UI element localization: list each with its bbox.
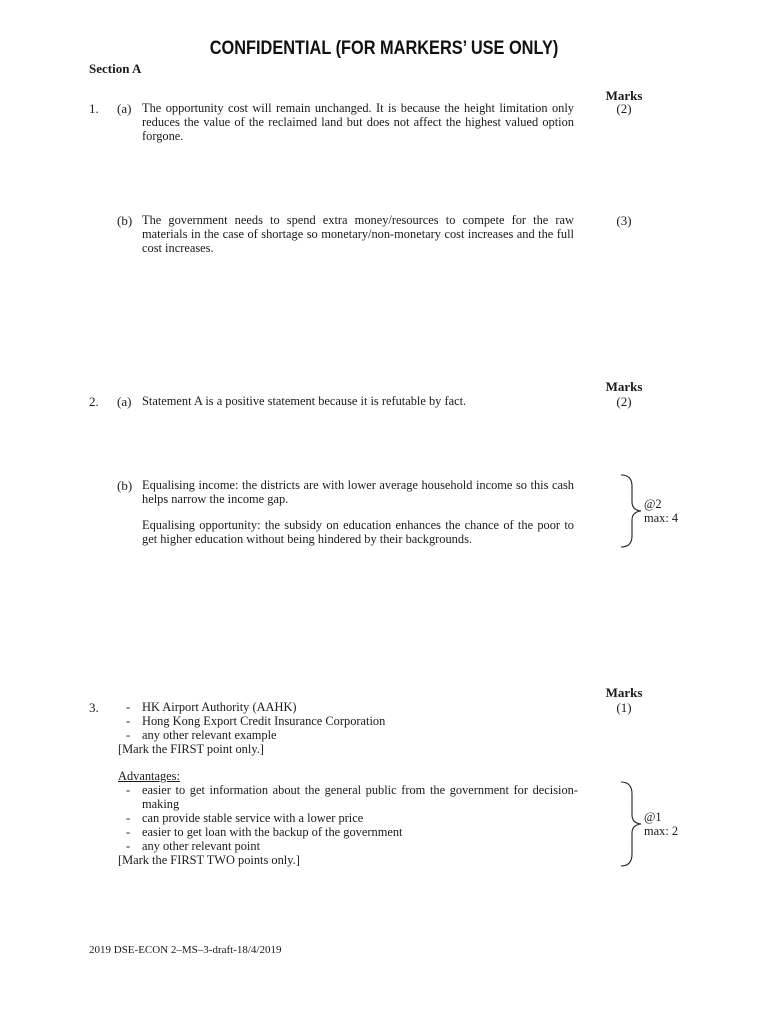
question-3-mark-note-first: [Mark the FIRST point only.] [118,742,264,756]
question-1a-marks: (2) [616,101,632,116]
list-item: - Hong Kong Export Credit Insurance Corporation [126,714,386,728]
question-1a-label: (a) [117,101,132,116]
marks-heading: Marks [605,685,643,700]
question-1-number: 1. [89,101,99,116]
question-2-number: 2. [89,394,99,409]
question-2a-marks: (2) [616,394,632,409]
question-3-mark-each: @1 [644,810,662,824]
question-1b-marks: (3) [616,213,632,228]
right-brace-icon [618,781,644,867]
question-1b-label: (b) [117,213,133,228]
question-1a-answer: The opportunity cost will remain unchanged. It is because the height limitation only reduces the value of the reclaimed land but does not affect the highest valued option forgone. [142,101,574,143]
list-item: - any other relevant point [126,839,261,853]
list-item: - any other relevant example [126,728,277,742]
section-heading: Section A [89,61,142,76]
question-3-marks: (1) [616,700,632,715]
marks-heading: Marks [605,88,643,103]
advantages-heading: Advantages: [118,769,180,783]
question-2a-label: (a) [117,394,132,409]
question-2b-answer-opportunity: Equalising opportunity: the subsidy on education enhances the chance of the poor to get higher education without being hindered by their backgrounds. [142,518,574,546]
list-item: - HK Airport Authority (AAHK) [126,700,297,714]
question-3-number: 3. [89,700,99,715]
question-2a-answer: Statement A is a positive statement because it is refutable by fact. [142,394,467,408]
list-item: - easier to get information about the general public from the government for decision-making [126,783,578,811]
question-2b-answer-income: Equalising income: the districts are with lower average household income so this cash helps narrow the income gap. [142,478,574,506]
document-footer: 2019 DSE-ECON 2–MS–3-draft-18/4/2019 [89,944,282,956]
question-1b-answer: The government needs to spend extra money/resources to compete for the raw materials in the case of shortage so monetary/non-monetary cost increases and the full cost increases. [142,213,574,255]
question-2b-mark-max: max: 4 [644,511,679,525]
question-2b-mark-each: @2 [644,497,662,511]
advantages-list [118,783,578,853]
list-item: - can provide stable service with a lower price [126,811,364,825]
question-2b-label: (b) [117,478,133,493]
list-item: - easier to get loan with the backup of the government [126,825,403,839]
question-3-examples-list [118,700,578,742]
marks-heading: Marks [605,379,643,394]
question-3-mark-note-two: [Mark the FIRST TWO points only.] [118,853,300,867]
right-brace-icon [618,474,644,548]
question-3-mark-max: max: 2 [644,824,679,838]
page-title: CONFIDENTIAL (FOR MARKERS’ USE ONLY) [209,38,559,59]
